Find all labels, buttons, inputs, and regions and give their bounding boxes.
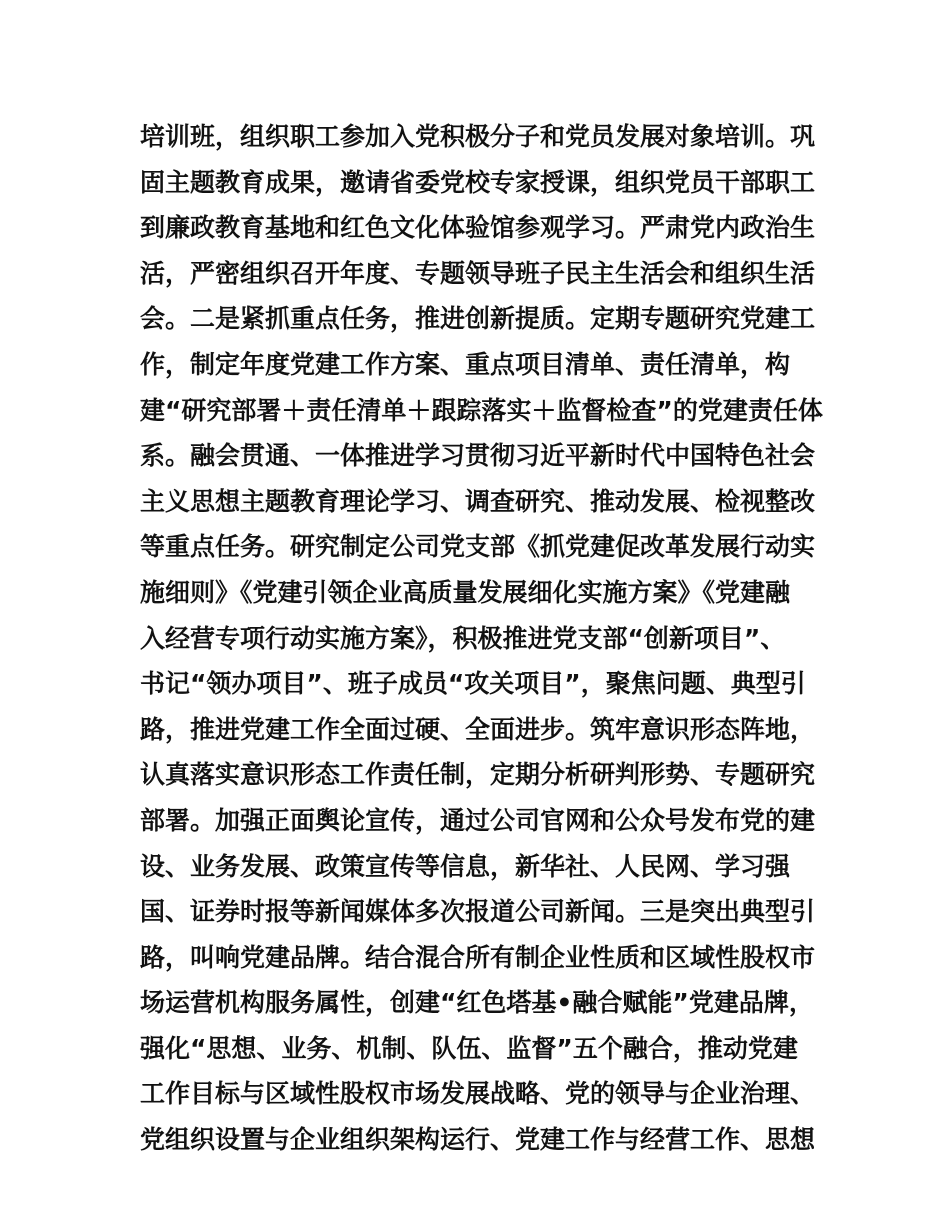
text-line-20: 场运营机构服务属性，创建“红色塔基•融合赋能”党建品牌，: [140, 988, 814, 1018]
text-line-23: 党组织设置与企业组织架构运行、党建工作与经营工作、思想: [140, 1125, 816, 1155]
text-line-21: 强化“思想、业务、机制、队伍、监督”五个融合，推动党建: [140, 1033, 798, 1063]
text-line-4: 活，严密组织召开年度、专题领导班子民主生活会和组织生活: [140, 258, 816, 288]
text-line-7: 建“研究部署＋责任清单＋跟踪落实＋监督检查”的党建责任体: [140, 395, 823, 425]
text-line-11: 施细则》《党建引领企业高质量发展细化实施方案》《党建融: [140, 577, 791, 607]
text-line-18: 国、证券时报等新闻媒体多次报道公司新闻。三是突出典型引: [140, 897, 816, 927]
text-line-2: 固主题教育成果，邀请省委党校专家授课，组织党员干部职工: [140, 167, 816, 197]
text-line-3: 到廉政教育基地和红色文化体验馆参观学习。严肃党内政治生: [140, 213, 816, 243]
text-line-19: 路，叫响党建品牌。结合混合所有制企业性质和区域性股权市: [140, 942, 816, 972]
text-line-16: 部署。加强正面舆论宣传，通过公司官网和公众号发布党的建: [140, 805, 816, 835]
body-paragraph: [140, 114, 823, 1163]
text-line-8: 系。融会贯通、一体推进学习贯彻习近平新时代中国特色社会: [140, 441, 816, 471]
text-line-6: 作，制定年度党建工作方案、重点项目清单、责任清单，构: [140, 349, 791, 379]
text-line-10: 等重点任务。研究制定公司党支部《抓党建促改革发展行动实: [140, 532, 816, 562]
text-line-9: 主义思想主题教育理论学习、调查研究、推动发展、检视整改: [140, 486, 816, 516]
text-line-22: 工作目标与区域性股权市场发展战略、党的领导与企业治理、: [140, 1079, 816, 1109]
text-line-17: 设、业务发展、政策宣传等信息，新华社、人民网、学习强: [140, 851, 791, 881]
text-line-12: 入经营专项行动实施方案》，积极推进党支部“创新项目”、: [140, 623, 786, 653]
text-line-15: 认真落实意识形态工作责任制，定期分析研判形势、专题研究: [140, 760, 816, 790]
text-line-1: 培训班，组织职工参加入党积极分子和党员发展对象培训。巩: [140, 122, 816, 151]
text-line-13: 书记“领办项目”、班子成员“攻关项目”，聚焦问题、典型引: [140, 669, 806, 699]
text-line-14: 路，推进党建工作全面过硬、全面进步。筑牢意识形态阵地，: [140, 714, 816, 744]
text-line-5: 会。二是紧抓重点任务，推进创新提质。定期专题研究党建工: [140, 304, 816, 334]
